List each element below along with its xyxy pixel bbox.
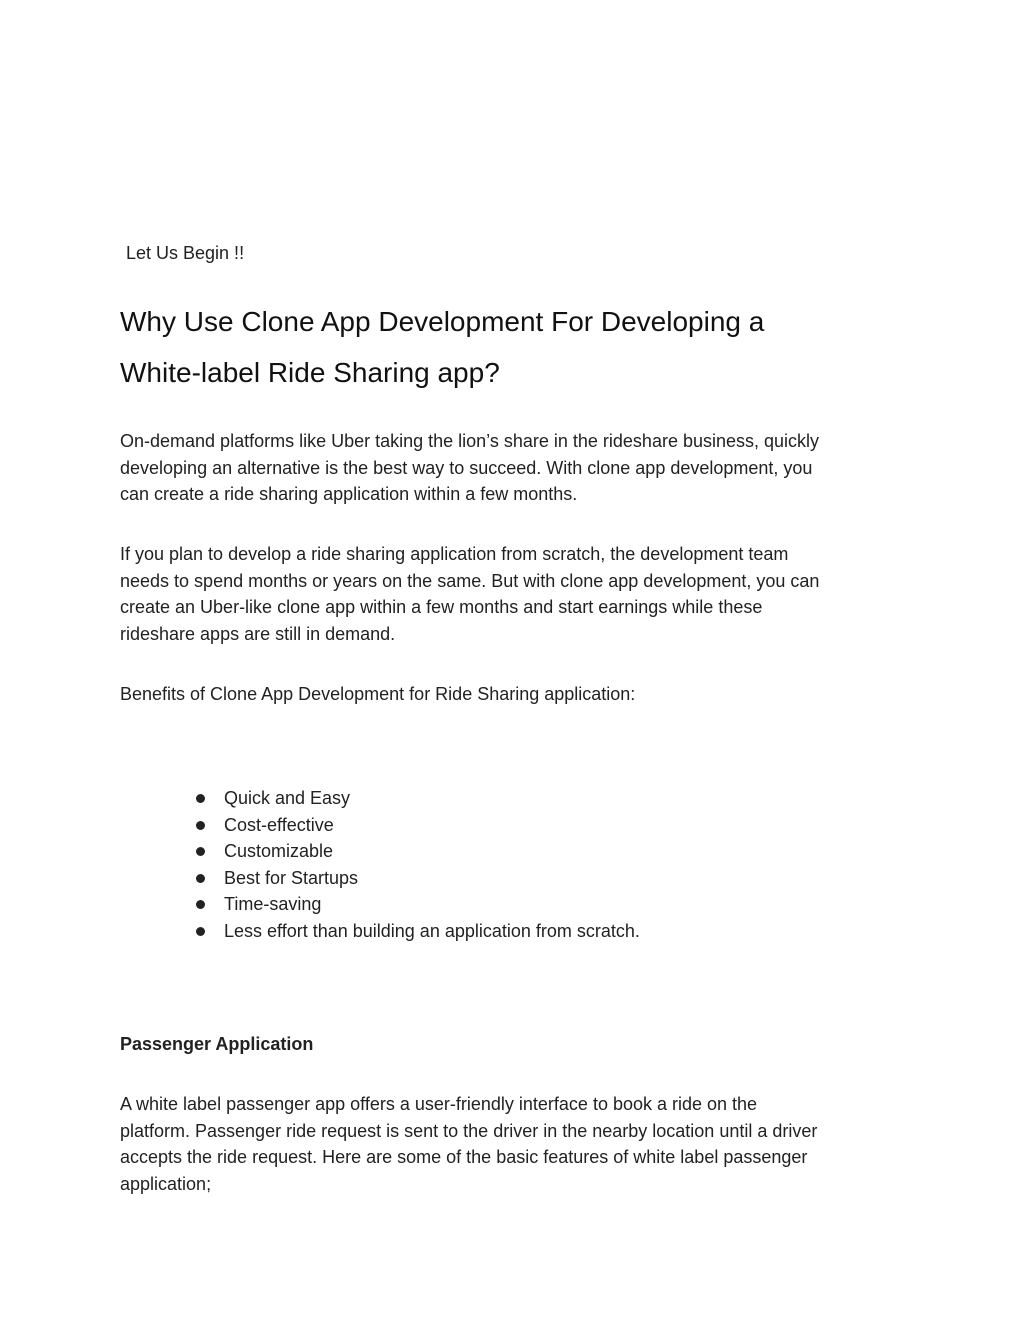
list-item bbox=[193, 891, 640, 918]
intro-paragraph bbox=[120, 428, 920, 508]
paragraph-line: A white label passenger app offers a user-friendly interface to book a ride on the bbox=[120, 1094, 758, 1114]
paragraph-line: On-demand platforms like Uber taking the lion’s share in the rideshare business, quickly bbox=[120, 431, 820, 451]
list-item-label: Customizable bbox=[224, 841, 334, 862]
paragraph-line: If you plan to develop a ride sharing application from scratch, the development team bbox=[120, 544, 789, 564]
list-item bbox=[193, 838, 640, 865]
paragraph-line: developing an alternative is the best way to succeed. With clone app development, you bbox=[120, 457, 813, 478]
paragraph-line: can create a ride sharing application within a few months. bbox=[120, 484, 578, 504]
bullet-icon bbox=[196, 900, 205, 909]
page-title-line-1: Why Use Clone App Development For Developing a bbox=[120, 306, 765, 337]
benefits-intro bbox=[120, 681, 920, 708]
list-item bbox=[193, 865, 640, 892]
bullet-icon bbox=[196, 874, 205, 883]
list-item bbox=[193, 918, 640, 945]
list-item-label: Less effort than building an application from scratch. bbox=[224, 920, 640, 941]
list-item-label: Cost-effective bbox=[224, 814, 334, 835]
paragraph-line: Benefits of Clone App Development for Ride Sharing application: bbox=[120, 684, 636, 704]
paragraph-line: rideshare apps are still in demand. bbox=[120, 623, 396, 644]
paragraph-line: platform. Passenger ride request is sent to the driver in the nearby location until a driver bbox=[120, 1120, 818, 1141]
list-item-label: Best for Startups bbox=[224, 867, 359, 888]
list-item-label: Time-saving bbox=[224, 894, 322, 915]
page-title bbox=[120, 296, 880, 398]
page-title-line-2: White-label Ride Sharing app? bbox=[120, 357, 500, 388]
bullet-icon bbox=[196, 794, 205, 803]
paragraph-line: accepts the ride request. Here are some of the basic features of white label passenger bbox=[120, 1147, 808, 1167]
list-item bbox=[193, 812, 640, 839]
list-item-label: Quick and Easy bbox=[224, 788, 351, 808]
scratch-vs-clone-paragraph bbox=[120, 541, 920, 647]
paragraph-line: application; bbox=[120, 1173, 212, 1194]
bullet-icon bbox=[196, 927, 205, 936]
intro-text: Let Us Begin !! bbox=[126, 243, 245, 263]
paragraph-line: create an Uber-like clone app within a few months and start earnings while these bbox=[120, 597, 763, 617]
passenger-application-heading: Passenger Application bbox=[120, 1034, 314, 1054]
bullet-icon bbox=[196, 821, 205, 830]
benefits-list bbox=[193, 785, 640, 945]
paragraph-line: needs to spend months or years on the same. But with clone app development, you can bbox=[120, 570, 820, 591]
bullet-icon bbox=[196, 847, 205, 856]
passenger-paragraph bbox=[120, 1091, 920, 1197]
list-item bbox=[193, 785, 640, 812]
